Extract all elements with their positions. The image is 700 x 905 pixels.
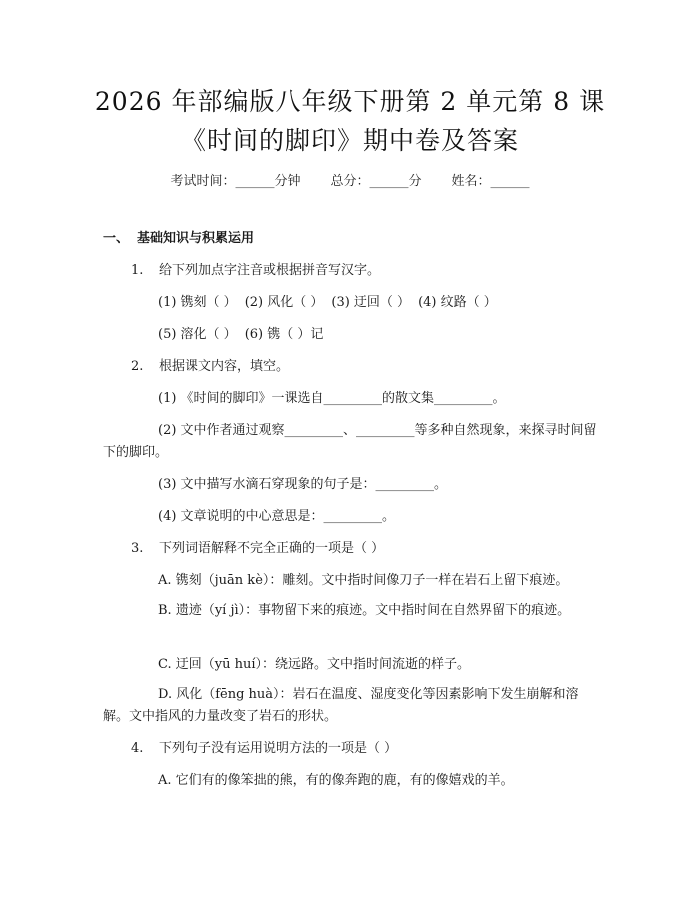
question-4 bbox=[131, 740, 397, 758]
q2-item-2: (2) 文中作者通过观察_________、_________等多种自然现象，来探寻时间留下的脚印。 bbox=[103, 423, 597, 460]
q2-item-1: (1) 《时间的脚印》一课选自_________的散文集_________。 bbox=[158, 391, 506, 406]
q3-option-b: B. 遗迹（yí jì）：事物留下来的痕迹。文中指时间在自然界留下的痕迹。 bbox=[158, 603, 571, 618]
q2-item-3: (3) 文中描写水滴石穿现象的句子是：_________。 bbox=[158, 477, 448, 492]
exam-info bbox=[0, 170, 700, 189]
question-text: 根据课文内容，填空。 bbox=[159, 359, 290, 374]
section-title: 基础知识与积累运用 bbox=[137, 231, 255, 246]
question-number: 2. bbox=[131, 359, 144, 374]
q3-option-c: C. 迂回（yū huí）：绕远路。文中指时间流逝的样子。 bbox=[158, 657, 471, 672]
name-field: 姓名：______ bbox=[451, 174, 530, 189]
question-2 bbox=[131, 358, 289, 376]
question-number: 1. bbox=[131, 263, 144, 278]
q3-option-a: A. 镌刻（juān kè）：雕刻。文中指时间像刀子一样在岩石上留下痕迹。 bbox=[158, 573, 569, 588]
q4-option-a: A. 它们有的像笨拙的熊，有的像奔跑的鹿，有的像嬉戏的羊。 bbox=[158, 773, 514, 788]
q1-options-row2 bbox=[158, 326, 331, 344]
page-title-line1: 2026 年部编版八年级下册第 2 单元第 8 课 bbox=[94, 87, 606, 116]
question-text: 给下列加点字注音或根据拼音写汉字。 bbox=[159, 263, 381, 278]
q1-options-row1 bbox=[158, 294, 505, 312]
question-1 bbox=[131, 262, 380, 280]
question-3 bbox=[131, 540, 384, 558]
section-number: 一、 bbox=[103, 231, 130, 246]
total-score-field: 总分：______分 bbox=[330, 174, 422, 189]
q1-item: (3) 迂回（ ） bbox=[331, 295, 411, 310]
page-title-line2: 《时间的脚印》期中卷及答案 bbox=[180, 126, 519, 155]
question-text: 下列句子没有运用说明方法的一项是（ ） bbox=[159, 741, 398, 756]
question-number: 3. bbox=[131, 541, 144, 556]
q1-item: (1) 镌刻（ ） bbox=[158, 295, 237, 310]
question-text: 下列词语解释不完全正确的一项是（ ） bbox=[159, 541, 385, 556]
section-heading bbox=[103, 230, 254, 248]
q3-option-d: D. 风化（fēng huà）：岩石在温度、湿度变化等因素影响下发生崩解和溶解。文中指风的力量改变了岩石的形状。 bbox=[103, 687, 579, 724]
question-number: 4. bbox=[131, 741, 144, 756]
q1-item: (6) 镌（ ）记 bbox=[244, 327, 324, 342]
q1-item: (5) 溶化（ ） bbox=[158, 327, 237, 342]
q1-item: (4) 纹路（ ） bbox=[418, 295, 497, 310]
q2-item-4: (4) 文章说明的中心意思是：_________。 bbox=[158, 509, 396, 524]
q1-item: (2) 风化（ ） bbox=[244, 295, 324, 310]
exam-time-field: 考试时间：______分钟 bbox=[170, 174, 301, 189]
